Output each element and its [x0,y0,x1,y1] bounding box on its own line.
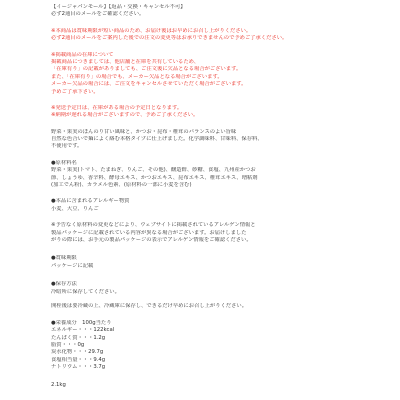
nutrition-row: 脂質・・・0g [51,341,85,348]
nutrition-row: エネルギー・・・122kcal [51,327,115,334]
stock-warning-line: ※掲載商品の在庫について [51,51,114,58]
description-line: 野菜・果実のほんのり甘い風味と、かつお・昆布・椎茸のバランスのよい旨味 [51,128,237,135]
shipping-warning-line: ※納期が遅れる場合がございますので、予めご了承ください。 [51,112,199,119]
stock-warning-line: 「在庫有り」の記載がありましても、ご注文後に欠品となる場合がございます。 [51,66,242,73]
nutrition-title [51,320,394,327]
product-weight: 2.1kg [51,382,66,389]
storage-after-open: 開栓後は要冷蔵の上、冷蔵庫に保存し、できるだけ早めにお召し上がりください。 [51,303,247,310]
nutrition-row: 炭水化物・・・29.7g [51,349,104,356]
allergy-note-line: ※予告なく原材料の変更などにより、ウェブサイトに掲載されているアレルゲン情報と [51,222,256,229]
expiry-value: パッケージに記載 [51,262,94,269]
stock-warning-line: 掲載商品につきましては、他店舗と在庫を共有しているため、 [51,58,199,65]
description-line: 不使用です。 [51,143,83,150]
allergens-title: ●本品に含まれるアレルギー物質 [51,198,130,205]
notice-line: 必ず2通目のメールをご確認ください。 [51,11,145,18]
nutrition-per: 100g当たり [82,319,112,326]
description-line: 自然な色合いで麺によく絡む本格タイプに仕上げました。化学調味料、甘味料、保存料、 [51,136,263,143]
nutrition-row: 食塩相当量・・・9.4g [51,356,106,363]
warning-line: ※本商品は賞味期限が短い商品のため、お届け後はお早めにお召し上がりください。 [51,27,252,34]
nutrition-row: ナトリウム・・・3.7g [51,364,106,371]
storage-value: 冷暗所に保存してください。 [51,288,120,295]
nutrition-row: たんぱく質・・・1.2g [51,334,106,341]
notice-heading: 【イージャパンモール】【返品・交換・キャンセル不可】 [51,4,186,10]
allergy-note-line: がりの際には、お手元の製品パッケージの表示でアレルゲン情報をご確認ください。 [51,236,252,243]
allergens-value: 小麦、大豆、りんご [51,205,99,212]
ingredients-line: (加工でん粉)、カラメル色素、(原材料の一部に小麦を含む) [51,182,192,189]
ingredients-line: 野菜・果実(トマト、たまねぎ、りんご、その他)、醸造酢、砂糖、食塩、九州産かつお [51,167,256,174]
stock-warning-line: また、「在庫有り」の場合でも、メーカー欠品となる場合がございます。 [51,73,223,80]
warning-line: 必ず2通目のメールをご案内した後での注文の変更等はお承りできませんので予めご了承ください。 [51,35,288,42]
storage-title: ●保存方法 [51,281,77,288]
nutrition-title-label: ●栄養成分 [51,319,77,326]
ingredients-line: 節、しょうゆ、香辛料、酵母エキス、かつおエキス、昆布エキス、椎茸エキス、増粘剤 [51,174,258,181]
shipping-warning-line: ※発送予定日は、在庫がある場合の予定日となります。 [51,104,183,111]
stock-warning-line: メーカー欠品の場合には、ご注文をキャンセルさせていただく場合がございます。 [51,81,247,88]
allergy-note-line: 製品パッケージに記載されている内容が異なる場合がございます。お届けしました [51,229,247,236]
ingredients-title: ●原材料名 [51,159,77,166]
expiry-title: ●賞味期限 [51,255,77,262]
stock-warning-line: 予めご了承下さい。 [51,88,99,95]
